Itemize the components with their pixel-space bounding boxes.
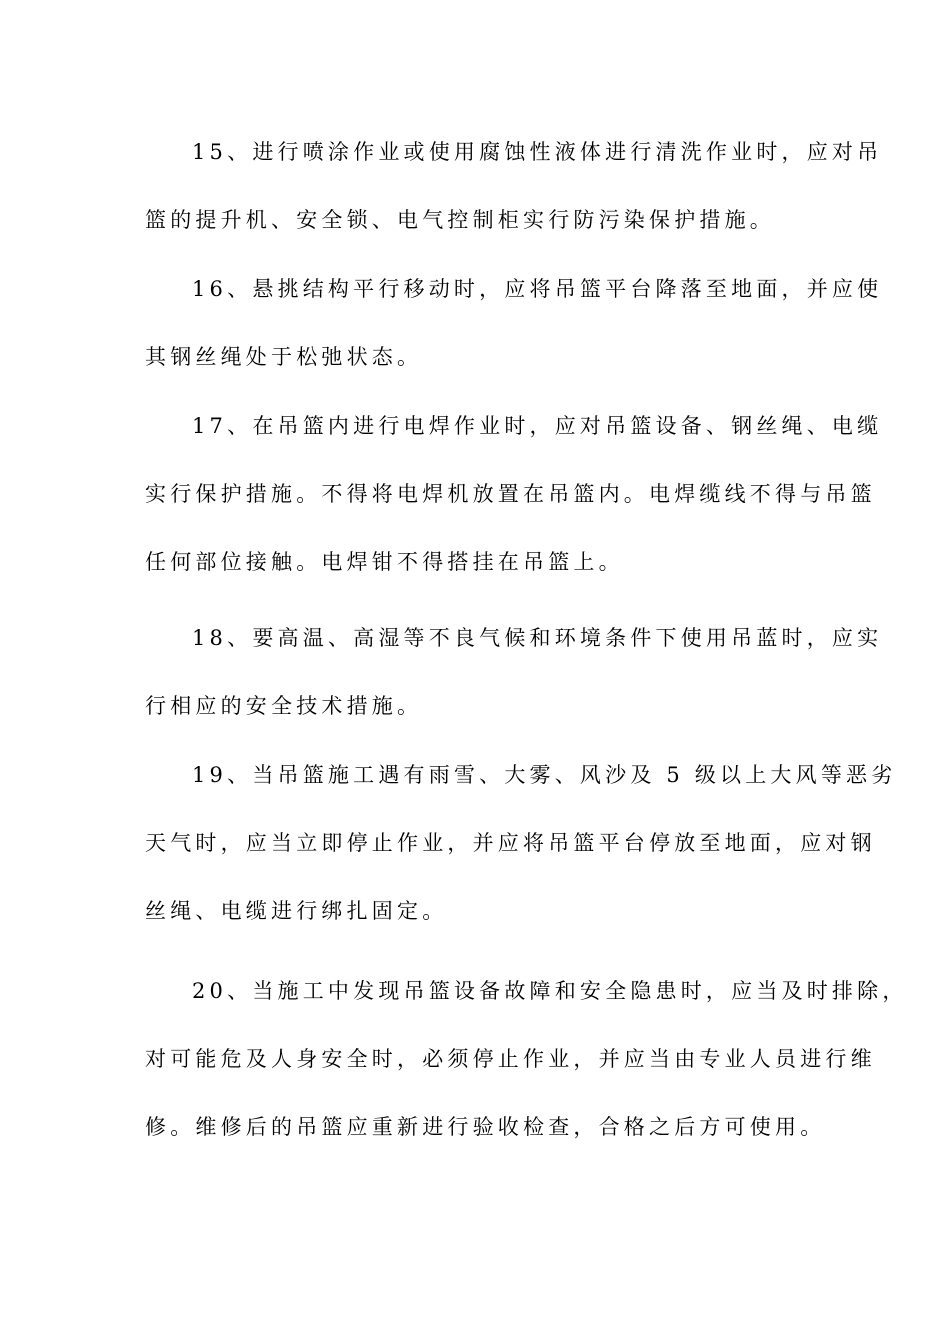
paragraph-line: 17、在吊篮内进行电焊作业时，应对吊篮设备、钢丝绳、电缆 <box>192 414 883 438</box>
paragraph-line: 20、当施工中发现吊篮设备故障和安全隐患时，应当及时排除， <box>192 979 908 1003</box>
paragraph-line: 实行保护措施。不得将电焊机放置在吊篮内。电焊缆线不得与吊篮 <box>145 482 876 506</box>
paragraph-line: 丝绳、电缆进行绑扎固定。 <box>145 899 448 923</box>
paragraph-item-20 <box>145 957 908 1161</box>
paragraph-line: 篮的提升机、安全锁、电气控制柜实行防污染保护措施。 <box>145 208 775 232</box>
paragraph-item-17 <box>145 392 883 596</box>
paragraph-line: 对可能危及人身安全时，必须停止作业，并应当由专业人员进行维 <box>145 1047 876 1071</box>
paragraph-item-15 <box>145 118 883 254</box>
paragraph-line: 16、悬挑结构平行移动时，应将吊篮平台降落至地面，并应使 <box>192 277 883 301</box>
paragraph-line: 18、要高温、高湿等不良气候和环境条件下使用吊蓝时，应实 <box>192 626 883 650</box>
paragraph-line: 修。维修后的吊篮应重新进行验收检查，合格之后方可使用。 <box>145 1115 826 1139</box>
paragraph-item-18 <box>145 604 883 740</box>
paragraph-line: 行相应的安全技术措施。 <box>145 694 423 718</box>
paragraph-line: 19、当吊篮施工遇有雨雪、大雾、风沙及 5 级以上大风等恶劣 <box>192 763 897 787</box>
paragraph-line: 任何部位接触。电焊钳不得搭挂在吊篮上。 <box>145 550 624 574</box>
paragraph-line: 其钢丝绳处于松弛状态。 <box>145 345 423 369</box>
paragraph-item-16 <box>145 255 883 391</box>
paragraph-line: 15、进行喷涂作业或使用腐蚀性液体进行清洗作业时，应对吊 <box>192 140 883 164</box>
paragraph-item-19 <box>145 741 897 945</box>
paragraph-line: 天气时，应当立即停止作业，并应将吊篮平台停放至地面，应对钢 <box>145 831 876 855</box>
